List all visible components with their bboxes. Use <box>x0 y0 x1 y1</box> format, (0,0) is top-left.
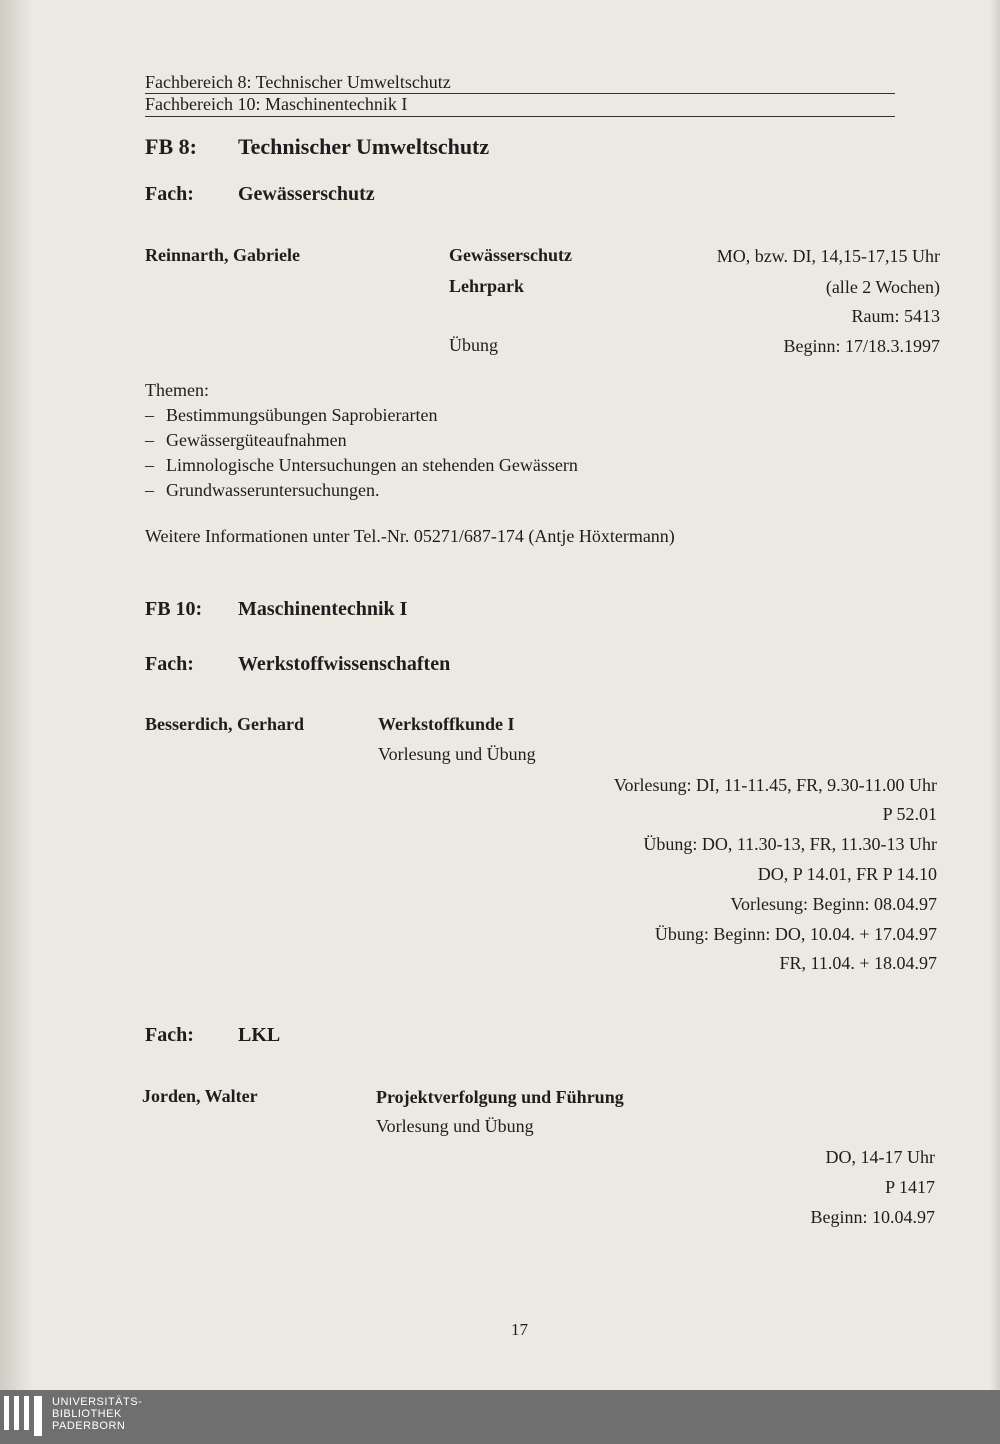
fb8-topics-label: Themen: <box>145 380 209 400</box>
fb8-topic-0: Bestimmungsübungen Saprobierarten <box>166 405 438 425</box>
fb10-schedule-4: Vorlesung: Beginn: 08.04.97 <box>730 894 937 914</box>
library-footer-bar <box>0 1390 1000 1444</box>
fb8-fach-label: Fach: <box>145 183 194 205</box>
fb10-schedule-3: DO, P 14.01, FR P 14.10 <box>757 864 937 884</box>
topic-dash-0: – <box>145 405 154 425</box>
page-edge-shadow <box>990 0 1000 1390</box>
fb10-fach-label: Fach: <box>145 653 194 675</box>
fb8-fach: Gewässerschutz <box>238 183 375 205</box>
fb10-lecturer: Besserdich, Gerhard <box>145 714 304 734</box>
fb8-schedule-3: Beginn: 17/18.3.1997 <box>783 336 940 356</box>
fb8-topic-3: Grundwasseruntersuchungen. <box>166 480 380 500</box>
lkl-schedule-0: DO, 14-17 Uhr <box>825 1147 935 1167</box>
fb8-schedule-1: (alle 2 Wochen) <box>825 277 940 297</box>
fb8-course-line2: Lehrpark <box>449 276 525 296</box>
lkl-lecturer: Jorden, Walter <box>142 1086 258 1106</box>
topic-dash-1: – <box>145 430 154 450</box>
fb10-fach: Werkstoffwissenschaften <box>238 653 451 675</box>
fb8-code: FB 8: <box>145 134 197 159</box>
fb10-course-type: Vorlesung und Übung <box>378 744 536 764</box>
fb8-schedule-0: MO, bzw. DI, 14,15-17,15 Uhr <box>716 246 940 266</box>
fb8-lecturer: Reinnarth, Gabriele <box>145 245 300 265</box>
logo-line1: UNIVERSITÄTS- <box>52 1396 143 1408</box>
lkl-schedule-2: Beginn: 10.04.97 <box>810 1207 935 1227</box>
fb8-course-type: Übung <box>449 335 498 355</box>
running-header-line2: Fachbereich 10: Maschinentechnik I <box>145 94 408 114</box>
lkl-course-type: Vorlesung und Übung <box>376 1116 534 1136</box>
running-header-line1: Fachbereich 8: Technischer Umweltschutz <box>145 72 451 92</box>
fb10-schedule-6: FR, 11.04. + 18.04.97 <box>779 953 937 973</box>
fb10-title: Maschinentechnik I <box>238 598 408 620</box>
lkl-course: Projektverfolgung und Führung <box>376 1087 624 1107</box>
fb10-schedule-5: Übung: Beginn: DO, 10.04. + 17.04.97 <box>654 924 937 944</box>
fb8-title: Technischer Umweltschutz <box>238 134 490 159</box>
fb8-topic-1: Gewässergüteaufnahmen <box>166 430 347 450</box>
fb8-info: Weitere Informationen unter Tel.-Nr. 05271/687-174 (Antje Höxtermann) <box>145 526 675 546</box>
logo-line3: PADERBORN <box>52 1420 126 1432</box>
page-number: 17 <box>511 1320 528 1339</box>
fb10-course: Werkstoffkunde I <box>378 714 515 734</box>
fb8-schedule-2: Raum: 5413 <box>851 306 940 326</box>
topic-dash-3: – <box>145 480 154 500</box>
page-spine-shadow <box>0 0 34 1390</box>
lkl-schedule-1: P 1417 <box>885 1177 935 1197</box>
library-logo-icon <box>4 1396 48 1436</box>
logo-line2: BIBLIOTHEK <box>52 1408 122 1420</box>
library-logo-text <box>52 1396 142 1432</box>
fb10-schedule-0: Vorlesung: DI, 11-11.45, FR, 9.30-11.00 Uhr <box>613 775 937 795</box>
lkl-fach-label: Fach: <box>145 1024 194 1046</box>
header-rule-2 <box>145 116 895 117</box>
fb8-course-line1: Gewässerschutz <box>449 245 572 265</box>
fb10-schedule-2: Übung: DO, 11.30-13, FR, 11.30-13 Uhr <box>643 834 937 854</box>
lkl-fach: LKL <box>238 1024 281 1046</box>
fb8-topic-2: Limnologische Untersuchungen an stehenden Gewässern <box>166 455 578 475</box>
topic-dash-2: – <box>145 455 154 475</box>
fb10-schedule-1: P 52.01 <box>882 804 937 824</box>
fb10-code: FB 10: <box>145 598 203 620</box>
